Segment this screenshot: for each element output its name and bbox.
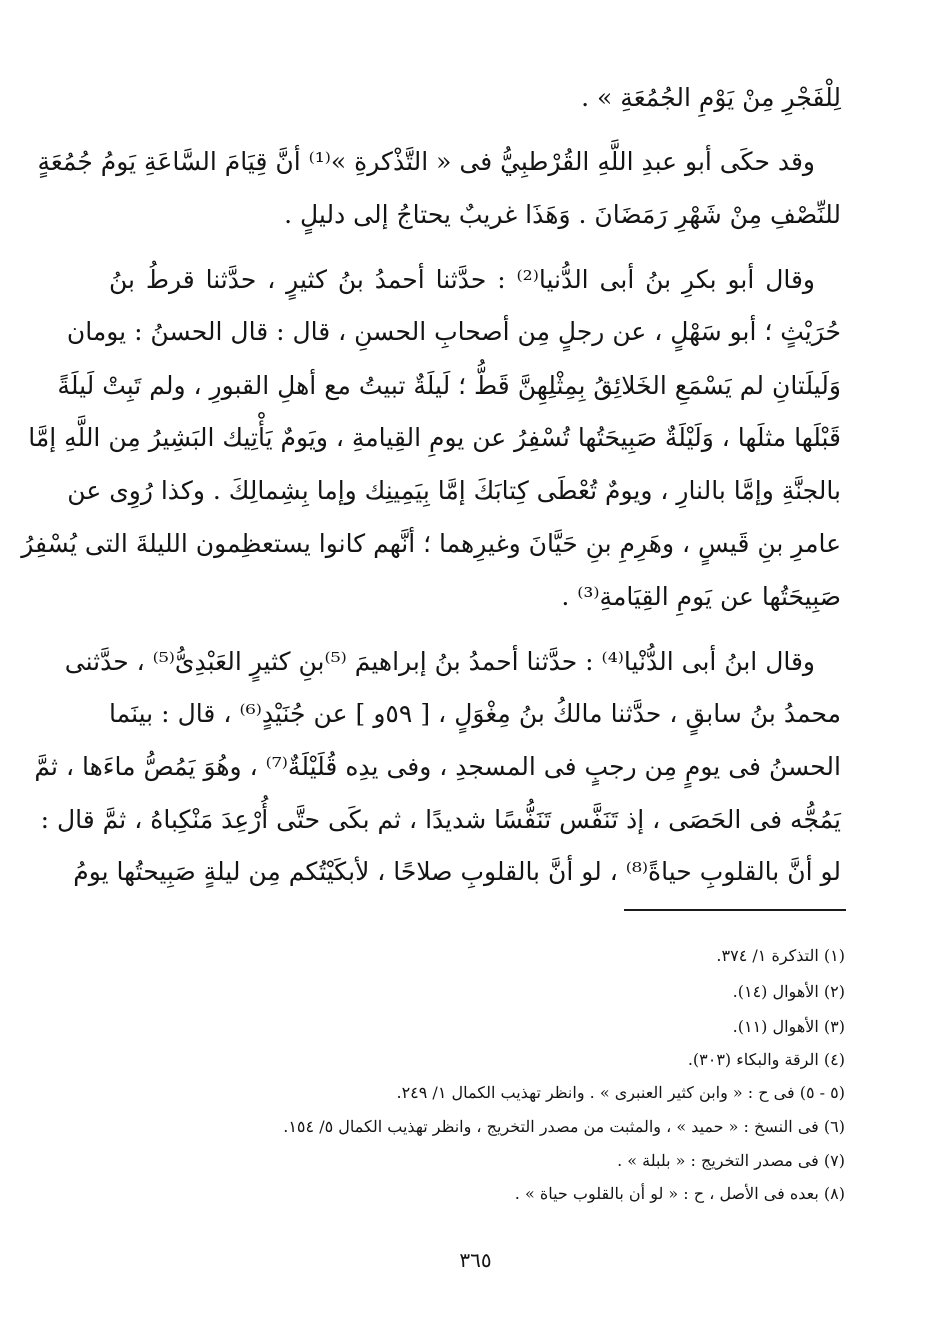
body-line-9: عامرِ بنِ قَيسٍ ، وهَرِمِ بنِ حَيَّانَ وغيرِهما ؛ أنَّهم كانوا يستعظِمون الليلةَ التى يُسْفِرُ xyxy=(21,529,841,558)
footnote-3: (٣) الأهوال (١١). xyxy=(732,1017,845,1036)
body-line-13: الحسنُ فى يومٍ مِن رجبٍ فى المسجدِ ، وفى يدِه قُلَيْلَةٌ⁽⁷⁾ ، وهُوَ يَمُصُّ ماءَها ، ثمَّ xyxy=(34,752,841,781)
footnote-separator xyxy=(624,909,846,911)
page-number: ٣٦٥ xyxy=(459,1248,492,1272)
body-line-4: وقال أبو بكرِ بنُ أبى الدُّنيا⁽²⁾ : حدَّثنا أحمدُ بنُ كثيرٍ ، حدَّثنا قرطُ بنُ xyxy=(109,265,815,294)
footnote-8: (٨) بعده فى الأصل ، ح : « لو أن بالقلوب حياة » . xyxy=(514,1184,845,1203)
body-line-6: وَلَيلَتانِ لم يَسْمَعِ الخَلائِقُ بِمِثْلِهِنَّ قَطُّ ؛ لَيلَةٌ تبيتُ مع أهلِ القبورِ ، ولم تَبِتْ لَيلَةً xyxy=(57,371,841,400)
body-line-8: بالجنَّةِ وإمَّا بالنارِ ، ويومٌ تُعْطَى كِتابَكَ إمَّا بِيَمِينِك وإما بِشِمالِكَ . وكذا رُوِى عن xyxy=(67,476,841,505)
body-line-14: يَمُجُّه فى الحَصَى ، إذ تَنَفَّس تَنَفُّسًا شديدًا ، ثم بكَى حتَّى أُرْعِدَ مَنْكِباهُ ، ثمَّ قال : xyxy=(40,805,841,834)
footnote-1: (١) التذكرة ١/ ٣٧٤. xyxy=(716,946,845,965)
body-line-11: وقال ابنُ أبى الدُّنْيا⁽⁴⁾ : حدَّثنا أحمدُ بنُ إبراهيمَ ⁽⁵⁾بنِ كثيرٍ العَبْدِىُّ⁽⁵⁾ ، حدَّثنى xyxy=(64,647,815,676)
body-line-5: حُرَيْثٍ ؛ أبو سَهْلٍ ، عن رجلٍ مِن أصحابِ الحسنِ ، قال : قال الحسنُ : يومان xyxy=(66,317,841,346)
body-line-7: قَبْلَها مثلَها ، وَلَيْلَةٌ صَبِيحَتُها تُسْفِرُ عن يومِ القِيامةِ ، ويَومٌ يَأْتِيك البَشِيرُ مِن اللَّهِ إمَّا xyxy=(28,423,841,452)
footnote-7: (٧) فى مصدر التخريج : « بلبلة » . xyxy=(617,1151,845,1170)
body-line-15: لو أنَّ بالقلوبِ حياةً⁽⁸⁾ ، لو أنَّ بالقلوبِ صلاحًا ، لأبكَيْتُكم مِن ليلةٍ صَبِيحتُها يومُ xyxy=(73,857,841,886)
body-line-3: للنِّصْفِ مِنْ شَهْرِ رَمَضَانَ . وَهَذَا غريبٌ يحتاجُ إلى دليلٍ . xyxy=(284,200,841,229)
footnote-2: (٢) الأهوال (١٤). xyxy=(732,982,845,1001)
body-line-2: وقد حكَى أبو عبدِ اللَّهِ القُرْطبِيُّ فى « التَّذْكرةِ »⁽¹⁾ أنَّ قِيَامَ السَّاعَةِ يَومُ جُمُعَةٍ xyxy=(37,147,815,176)
footnote-6: (٦) فى النسخ : « حميد » ، والمثبت من مصدر التخريج ، وانظر تهذيب الكمال ٥/ ١٥٤. xyxy=(283,1117,845,1136)
body-line-1: لِلْفَجْرِ مِنْ يَوْمِ الجُمُعَةِ » . xyxy=(581,83,841,112)
body-line-12: محمدُ بنُ سابقٍ ، حدَّثنا مالكُ بنُ مِغْوَلٍ ، [ ٥٩و ] عن جُنَيْدٍ⁽⁶⁾ ، قال : بينَما xyxy=(109,699,841,728)
body-line-10: صَبِيحَتُها عن يَومِ القِيَامةِ⁽³⁾ . xyxy=(561,582,841,611)
footnote-5: (٥ - ٥) فى ح : « وابن كثير العنبرى » . وانظر تهذيب الكمال ١/ ٢٤٩. xyxy=(396,1083,845,1102)
footnote-4: (٤) الرقة والبكاء (٣٠٣). xyxy=(687,1050,845,1069)
